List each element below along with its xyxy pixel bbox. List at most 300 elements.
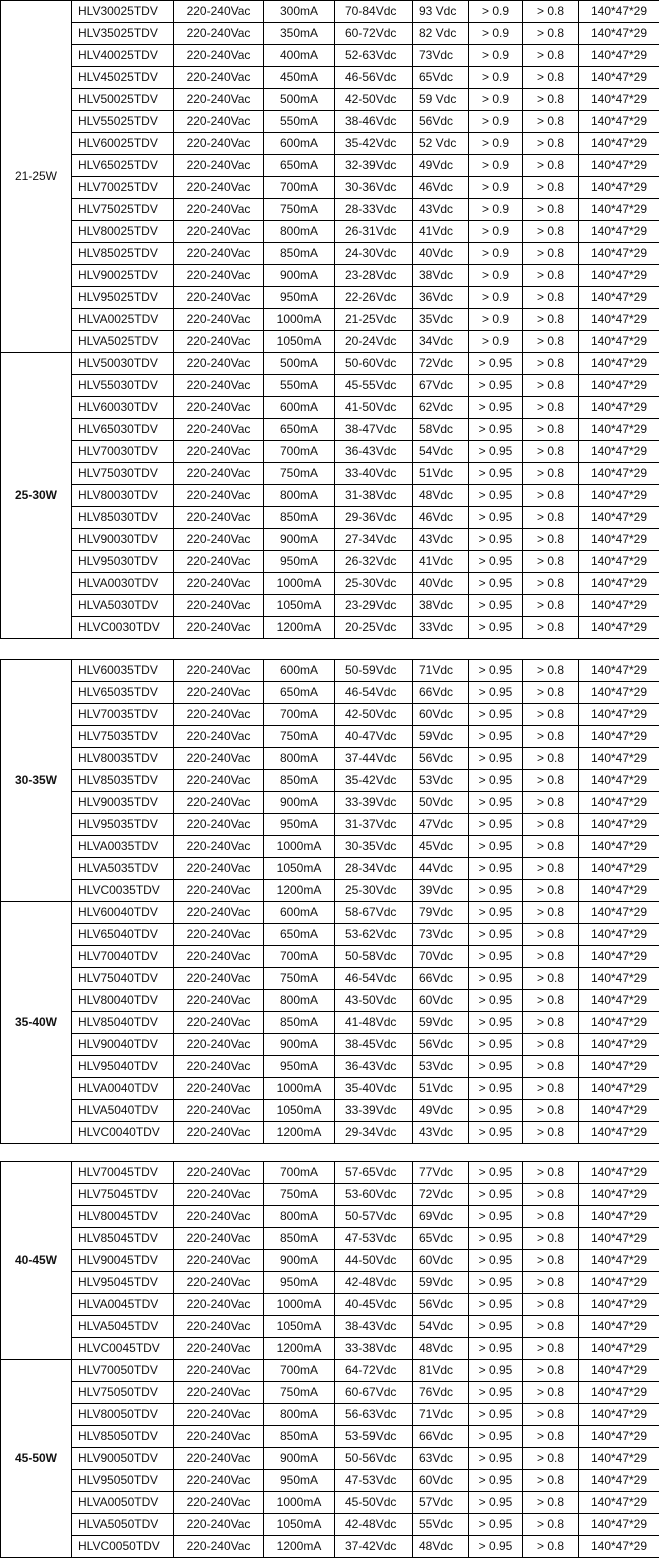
model-cell: HLV40025TDV — [72, 45, 174, 67]
current-cell: 750mA — [264, 968, 335, 990]
model-cell: HLV55030TDV — [72, 375, 174, 397]
input-cell: 220-240Vac — [174, 770, 264, 792]
eff-cell: > 0.8 — [523, 309, 579, 331]
pf-cell: > 0.95 — [469, 1360, 523, 1382]
vrange-cell: 38-46Vdc — [335, 111, 413, 133]
model-cell: HLV95040TDV — [72, 1056, 174, 1078]
eff-cell: > 0.8 — [523, 1122, 579, 1144]
table-row — [1, 133, 659, 155]
size-cell: 140*47*29 — [579, 353, 659, 375]
vrange-cell: 23-29Vdc — [335, 595, 413, 617]
input-cell: 220-240Vac — [174, 441, 264, 463]
table-row — [1, 858, 659, 880]
table-row — [1, 1294, 659, 1316]
size-cell: 140*47*29 — [579, 1228, 659, 1250]
input-cell: 220-240Vac — [174, 353, 264, 375]
pf-cell: > 0.95 — [469, 1012, 523, 1034]
pf-cell: > 0.9 — [469, 111, 523, 133]
vrange-cell: 64-72Vdc — [335, 1360, 413, 1382]
current-cell: 800mA — [264, 990, 335, 1012]
pf-cell: > 0.95 — [469, 1338, 523, 1360]
input-cell: 220-240Vac — [174, 133, 264, 155]
current-cell: 300mA — [264, 1, 335, 23]
pf-cell: > 0.95 — [469, 1514, 523, 1536]
size-cell: 140*47*29 — [579, 990, 659, 1012]
wattage-group-label: 21-25W — [1, 1, 72, 353]
eff-cell: > 0.8 — [523, 682, 579, 704]
table-row — [1, 880, 659, 902]
size-cell: 140*47*29 — [579, 573, 659, 595]
pf-cell: > 0.95 — [469, 353, 523, 375]
model-cell: HLVA0035TDV — [72, 836, 174, 858]
table-row — [1, 1272, 659, 1294]
size-cell: 140*47*29 — [579, 45, 659, 67]
input-cell: 220-240Vac — [174, 23, 264, 45]
model-cell: HLV90040TDV — [72, 1034, 174, 1056]
pf-cell: > 0.95 — [469, 836, 523, 858]
table-row — [1, 1250, 659, 1272]
input-cell: 220-240Vac — [174, 748, 264, 770]
table-row — [1, 792, 659, 814]
pf-cell: > 0.95 — [469, 1272, 523, 1294]
vrange-cell: 28-34Vdc — [335, 858, 413, 880]
pf-cell: > 0.95 — [469, 858, 523, 880]
size-cell: 140*47*29 — [579, 1448, 659, 1470]
vrange-cell: 42-48Vdc — [335, 1272, 413, 1294]
input-cell: 220-240Vac — [174, 902, 264, 924]
table-row — [1, 1470, 659, 1492]
pf-cell: > 0.9 — [469, 243, 523, 265]
pf-cell: > 0.95 — [469, 1122, 523, 1144]
model-cell: HLVA0045TDV — [72, 1294, 174, 1316]
input-cell: 220-240Vac — [174, 265, 264, 287]
current-cell: 850mA — [264, 507, 335, 529]
model-cell: HLV70035TDV — [72, 704, 174, 726]
size-cell: 140*47*29 — [579, 1, 659, 23]
size-cell: 140*47*29 — [579, 243, 659, 265]
input-cell: 220-240Vac — [174, 397, 264, 419]
size-cell: 140*47*29 — [579, 946, 659, 968]
size-cell: 140*47*29 — [579, 485, 659, 507]
table-row — [1, 1448, 659, 1470]
vmax-cell: 40Vdc — [413, 573, 469, 595]
current-cell: 1000mA — [264, 573, 335, 595]
input-cell: 220-240Vac — [174, 463, 264, 485]
pf-cell: > 0.95 — [469, 704, 523, 726]
table-row — [1, 1056, 659, 1078]
vmax-cell: 82 Vdc — [413, 23, 469, 45]
input-cell: 220-240Vac — [174, 1360, 264, 1382]
pf-cell: > 0.9 — [469, 265, 523, 287]
input-cell: 220-240Vac — [174, 1, 264, 23]
size-cell: 140*47*29 — [579, 463, 659, 485]
vrange-cell: 56-63Vdc — [335, 1404, 413, 1426]
pf-cell: > 0.95 — [469, 1404, 523, 1426]
vmax-cell: 59 Vdc — [413, 89, 469, 111]
size-cell: 140*47*29 — [579, 1250, 659, 1272]
current-cell: 850mA — [264, 243, 335, 265]
eff-cell: > 0.8 — [523, 1360, 579, 1382]
vrange-cell: 57-65Vdc — [335, 1162, 413, 1184]
current-cell: 950mA — [264, 1056, 335, 1078]
vrange-cell: 28-33Vdc — [335, 199, 413, 221]
model-cell: HLVA0050TDV — [72, 1492, 174, 1514]
model-cell: HLV95035TDV — [72, 814, 174, 836]
pf-cell: > 0.95 — [469, 551, 523, 573]
pf-cell: > 0.95 — [469, 748, 523, 770]
pf-cell: > 0.9 — [469, 1, 523, 23]
vmax-cell: 41Vdc — [413, 551, 469, 573]
size-cell: 140*47*29 — [579, 529, 659, 551]
pf-cell: > 0.95 — [469, 1382, 523, 1404]
current-cell: 600mA — [264, 133, 335, 155]
table-row — [1, 529, 659, 551]
eff-cell: > 0.8 — [523, 485, 579, 507]
input-cell: 220-240Vac — [174, 1162, 264, 1184]
input-cell: 220-240Vac — [174, 1206, 264, 1228]
eff-cell: > 0.8 — [523, 375, 579, 397]
vrange-cell: 37-44Vdc — [335, 748, 413, 770]
vmax-cell: 52 Vdc — [413, 133, 469, 155]
eff-cell: > 0.8 — [523, 1228, 579, 1250]
eff-cell: > 0.8 — [523, 968, 579, 990]
table-row — [1, 1122, 659, 1144]
table-row — [1, 1536, 659, 1558]
size-cell: 140*47*29 — [579, 1514, 659, 1536]
vmax-cell: 56Vdc — [413, 1034, 469, 1056]
input-cell: 220-240Vac — [174, 968, 264, 990]
eff-cell: > 0.8 — [523, 1404, 579, 1426]
vmax-cell: 70Vdc — [413, 946, 469, 968]
size-cell: 140*47*29 — [579, 748, 659, 770]
vmax-cell: 41Vdc — [413, 221, 469, 243]
eff-cell: > 0.8 — [523, 287, 579, 309]
table-row — [1, 397, 659, 419]
current-cell: 650mA — [264, 419, 335, 441]
model-cell: HLV75040TDV — [72, 968, 174, 990]
eff-cell: > 0.8 — [523, 507, 579, 529]
size-cell: 140*47*29 — [579, 1272, 659, 1294]
size-cell: 140*47*29 — [579, 287, 659, 309]
vmax-cell: 51Vdc — [413, 1078, 469, 1100]
pf-cell: > 0.95 — [469, 573, 523, 595]
size-cell: 140*47*29 — [579, 1404, 659, 1426]
eff-cell: > 0.8 — [523, 397, 579, 419]
vrange-cell: 45-50Vdc — [335, 1492, 413, 1514]
vmax-cell: 49Vdc — [413, 1100, 469, 1122]
eff-cell: > 0.8 — [523, 595, 579, 617]
size-cell: 140*47*29 — [579, 1294, 659, 1316]
input-cell: 220-240Vac — [174, 1470, 264, 1492]
vrange-cell: 20-24Vdc — [335, 331, 413, 353]
model-cell: HLV90025TDV — [72, 265, 174, 287]
vrange-cell: 31-37Vdc — [335, 814, 413, 836]
input-cell: 220-240Vac — [174, 1294, 264, 1316]
pf-cell: > 0.95 — [469, 1162, 523, 1184]
table-row — [1, 155, 659, 177]
current-cell: 1000mA — [264, 1078, 335, 1100]
table-row — [1, 111, 659, 133]
table-row — [1, 199, 659, 221]
model-cell: HLV95050TDV — [72, 1470, 174, 1492]
model-cell: HLV85035TDV — [72, 770, 174, 792]
pf-cell: > 0.95 — [469, 1470, 523, 1492]
model-cell: HLV65040TDV — [72, 924, 174, 946]
vrange-cell: 53-59Vdc — [335, 1426, 413, 1448]
current-cell: 600mA — [264, 397, 335, 419]
input-cell: 220-240Vac — [174, 67, 264, 89]
vrange-cell: 22-26Vdc — [335, 287, 413, 309]
table-row — [1, 45, 659, 67]
current-cell: 950mA — [264, 1470, 335, 1492]
model-cell: HLVC0040TDV — [72, 1122, 174, 1144]
table-row — [1, 1184, 659, 1206]
pf-cell: > 0.95 — [469, 1250, 523, 1272]
vrange-cell: 47-53Vdc — [335, 1228, 413, 1250]
model-cell: HLV60030TDV — [72, 397, 174, 419]
input-cell: 220-240Vac — [174, 682, 264, 704]
input-cell: 220-240Vac — [174, 660, 264, 682]
vrange-cell: 25-30Vdc — [335, 880, 413, 902]
vmax-cell: 65Vdc — [413, 1228, 469, 1250]
pf-cell: > 0.95 — [469, 529, 523, 551]
size-cell: 140*47*29 — [579, 1078, 659, 1100]
model-cell: HLV70045TDV — [72, 1162, 174, 1184]
input-cell: 220-240Vac — [174, 924, 264, 946]
vmax-cell: 48Vdc — [413, 485, 469, 507]
vmax-cell: 48Vdc — [413, 1338, 469, 1360]
eff-cell: > 0.8 — [523, 353, 579, 375]
table-row — [1, 1382, 659, 1404]
size-cell: 140*47*29 — [579, 1492, 659, 1514]
table-row — [1, 551, 659, 573]
size-cell: 140*47*29 — [579, 814, 659, 836]
current-cell: 750mA — [264, 1382, 335, 1404]
vrange-cell: 35-40Vdc — [335, 1078, 413, 1100]
vmax-cell: 73Vdc — [413, 924, 469, 946]
wattage-group-label: 30-35W — [1, 660, 72, 902]
eff-cell: > 0.8 — [523, 463, 579, 485]
vrange-cell: 36-43Vdc — [335, 441, 413, 463]
model-cell: HLV50025TDV — [72, 89, 174, 111]
size-cell: 140*47*29 — [579, 133, 659, 155]
table-row — [1, 924, 659, 946]
input-cell: 220-240Vac — [174, 529, 264, 551]
input-cell: 220-240Vac — [174, 573, 264, 595]
current-cell: 850mA — [264, 1012, 335, 1034]
eff-cell: > 0.8 — [523, 529, 579, 551]
size-cell: 140*47*29 — [579, 924, 659, 946]
eff-cell: > 0.8 — [523, 924, 579, 946]
model-cell: HLV80050TDV — [72, 1404, 174, 1426]
vmax-cell: 56Vdc — [413, 1294, 469, 1316]
table-row — [1, 1, 659, 23]
model-cell: HLV65025TDV — [72, 155, 174, 177]
vmax-cell: 66Vdc — [413, 1426, 469, 1448]
current-cell: 800mA — [264, 748, 335, 770]
vmax-cell: 57Vdc — [413, 1492, 469, 1514]
table-row — [1, 660, 659, 682]
vrange-cell: 60-72Vdc — [335, 23, 413, 45]
model-cell: HLV75030TDV — [72, 463, 174, 485]
vmax-cell: 40Vdc — [413, 243, 469, 265]
table-row — [1, 177, 659, 199]
table-row — [1, 221, 659, 243]
pf-cell: > 0.9 — [469, 177, 523, 199]
current-cell: 1050mA — [264, 331, 335, 353]
current-cell: 400mA — [264, 45, 335, 67]
eff-cell: > 0.8 — [523, 155, 579, 177]
size-cell: 140*47*29 — [579, 309, 659, 331]
eff-cell: > 0.8 — [523, 617, 579, 639]
model-cell: HLV85030TDV — [72, 507, 174, 529]
input-cell: 220-240Vac — [174, 309, 264, 331]
eff-cell: > 0.8 — [523, 1056, 579, 1078]
vmax-cell: 79Vdc — [413, 902, 469, 924]
eff-cell: > 0.8 — [523, 1012, 579, 1034]
vmax-cell: 49Vdc — [413, 155, 469, 177]
vrange-cell: 33-40Vdc — [335, 463, 413, 485]
vrange-cell: 40-45Vdc — [335, 1294, 413, 1316]
vmax-cell: 48Vdc — [413, 1536, 469, 1558]
vmax-cell: 62Vdc — [413, 397, 469, 419]
size-cell: 140*47*29 — [579, 880, 659, 902]
model-cell: HLV85025TDV — [72, 243, 174, 265]
size-cell: 140*47*29 — [579, 375, 659, 397]
size-cell: 140*47*29 — [579, 507, 659, 529]
input-cell: 220-240Vac — [174, 617, 264, 639]
pf-cell: > 0.9 — [469, 89, 523, 111]
model-cell: HLV75050TDV — [72, 1382, 174, 1404]
eff-cell: > 0.8 — [523, 836, 579, 858]
table-row — [1, 1514, 659, 1536]
pf-cell: > 0.95 — [469, 902, 523, 924]
eff-cell: > 0.8 — [523, 1470, 579, 1492]
pf-cell: > 0.9 — [469, 221, 523, 243]
model-cell: HLV70025TDV — [72, 177, 174, 199]
model-cell: HLV90030TDV — [72, 529, 174, 551]
size-cell: 140*47*29 — [579, 23, 659, 45]
pf-cell: > 0.95 — [469, 1078, 523, 1100]
vmax-cell: 59Vdc — [413, 1012, 469, 1034]
vmax-cell: 39Vdc — [413, 880, 469, 902]
current-cell: 1000mA — [264, 1294, 335, 1316]
eff-cell: > 0.8 — [523, 331, 579, 353]
pf-cell: > 0.95 — [469, 617, 523, 639]
eff-cell: > 0.8 — [523, 1294, 579, 1316]
input-cell: 220-240Vac — [174, 243, 264, 265]
size-cell: 140*47*29 — [579, 1100, 659, 1122]
current-cell: 900mA — [264, 792, 335, 814]
current-cell: 1200mA — [264, 880, 335, 902]
vrange-cell: 50-59Vdc — [335, 660, 413, 682]
model-cell: HLV65030TDV — [72, 419, 174, 441]
model-cell: HLV90045TDV — [72, 1250, 174, 1272]
size-cell: 140*47*29 — [579, 1034, 659, 1056]
vmax-cell: 44Vdc — [413, 858, 469, 880]
vmax-cell: 60Vdc — [413, 1250, 469, 1272]
eff-cell: > 0.8 — [523, 792, 579, 814]
size-cell: 140*47*29 — [579, 1162, 659, 1184]
model-cell: HLV85040TDV — [72, 1012, 174, 1034]
size-cell: 140*47*29 — [579, 660, 659, 682]
model-cell: HLV70040TDV — [72, 946, 174, 968]
vrange-cell: 30-36Vdc — [335, 177, 413, 199]
eff-cell: > 0.8 — [523, 1536, 579, 1558]
input-cell: 220-240Vac — [174, 221, 264, 243]
pf-cell: > 0.95 — [469, 682, 523, 704]
wattage-group-label: 45-50W — [1, 1360, 72, 1558]
table-row — [1, 485, 659, 507]
vrange-cell: 50-58Vdc — [335, 946, 413, 968]
current-cell: 1050mA — [264, 1316, 335, 1338]
model-cell: HLV95025TDV — [72, 287, 174, 309]
vmax-cell: 46Vdc — [413, 177, 469, 199]
model-cell: HLVA5050TDV — [72, 1514, 174, 1536]
input-cell: 220-240Vac — [174, 1382, 264, 1404]
model-cell: HLV80035TDV — [72, 748, 174, 770]
input-cell: 220-240Vac — [174, 1228, 264, 1250]
input-cell: 220-240Vac — [174, 375, 264, 397]
size-cell: 140*47*29 — [579, 704, 659, 726]
current-cell: 850mA — [264, 1228, 335, 1250]
pf-cell: > 0.95 — [469, 1426, 523, 1448]
pf-cell: > 0.9 — [469, 155, 523, 177]
current-cell: 900mA — [264, 529, 335, 551]
current-cell: 500mA — [264, 353, 335, 375]
current-cell: 700mA — [264, 441, 335, 463]
vmax-cell: 60Vdc — [413, 990, 469, 1012]
vrange-cell: 60-67Vdc — [335, 1382, 413, 1404]
size-cell: 140*47*29 — [579, 221, 659, 243]
model-cell: HLVA0030TDV — [72, 573, 174, 595]
pf-cell: > 0.95 — [469, 880, 523, 902]
eff-cell: > 0.8 — [523, 1, 579, 23]
vrange-cell: 70-84Vdc — [335, 1, 413, 23]
table-row — [1, 331, 659, 353]
vrange-cell: 58-67Vdc — [335, 902, 413, 924]
eff-cell: > 0.8 — [523, 1100, 579, 1122]
table-row — [1, 1034, 659, 1056]
model-cell: HLV30025TDV — [72, 1, 174, 23]
eff-cell: > 0.8 — [523, 1382, 579, 1404]
current-cell: 600mA — [264, 660, 335, 682]
vrange-cell: 25-30Vdc — [335, 573, 413, 595]
pf-cell: > 0.95 — [469, 1492, 523, 1514]
current-cell: 800mA — [264, 1404, 335, 1426]
pf-cell: > 0.95 — [469, 397, 523, 419]
vrange-cell: 38-45Vdc — [335, 1034, 413, 1056]
pf-cell: > 0.95 — [469, 990, 523, 1012]
model-cell: HLV75025TDV — [72, 199, 174, 221]
input-cell: 220-240Vac — [174, 89, 264, 111]
table-row — [1, 770, 659, 792]
pf-cell: > 0.9 — [469, 309, 523, 331]
eff-cell: > 0.8 — [523, 1448, 579, 1470]
size-cell: 140*47*29 — [579, 792, 659, 814]
eff-cell: > 0.8 — [523, 1272, 579, 1294]
eff-cell: > 0.8 — [523, 1514, 579, 1536]
input-cell: 220-240Vac — [174, 1492, 264, 1514]
table-row — [1, 441, 659, 463]
eff-cell: > 0.8 — [523, 880, 579, 902]
vrange-cell: 21-25Vdc — [335, 309, 413, 331]
eff-cell: > 0.8 — [523, 89, 579, 111]
vmax-cell: 71Vdc — [413, 660, 469, 682]
eff-cell: > 0.8 — [523, 726, 579, 748]
size-cell: 140*47*29 — [579, 1184, 659, 1206]
vmax-cell: 59Vdc — [413, 1272, 469, 1294]
